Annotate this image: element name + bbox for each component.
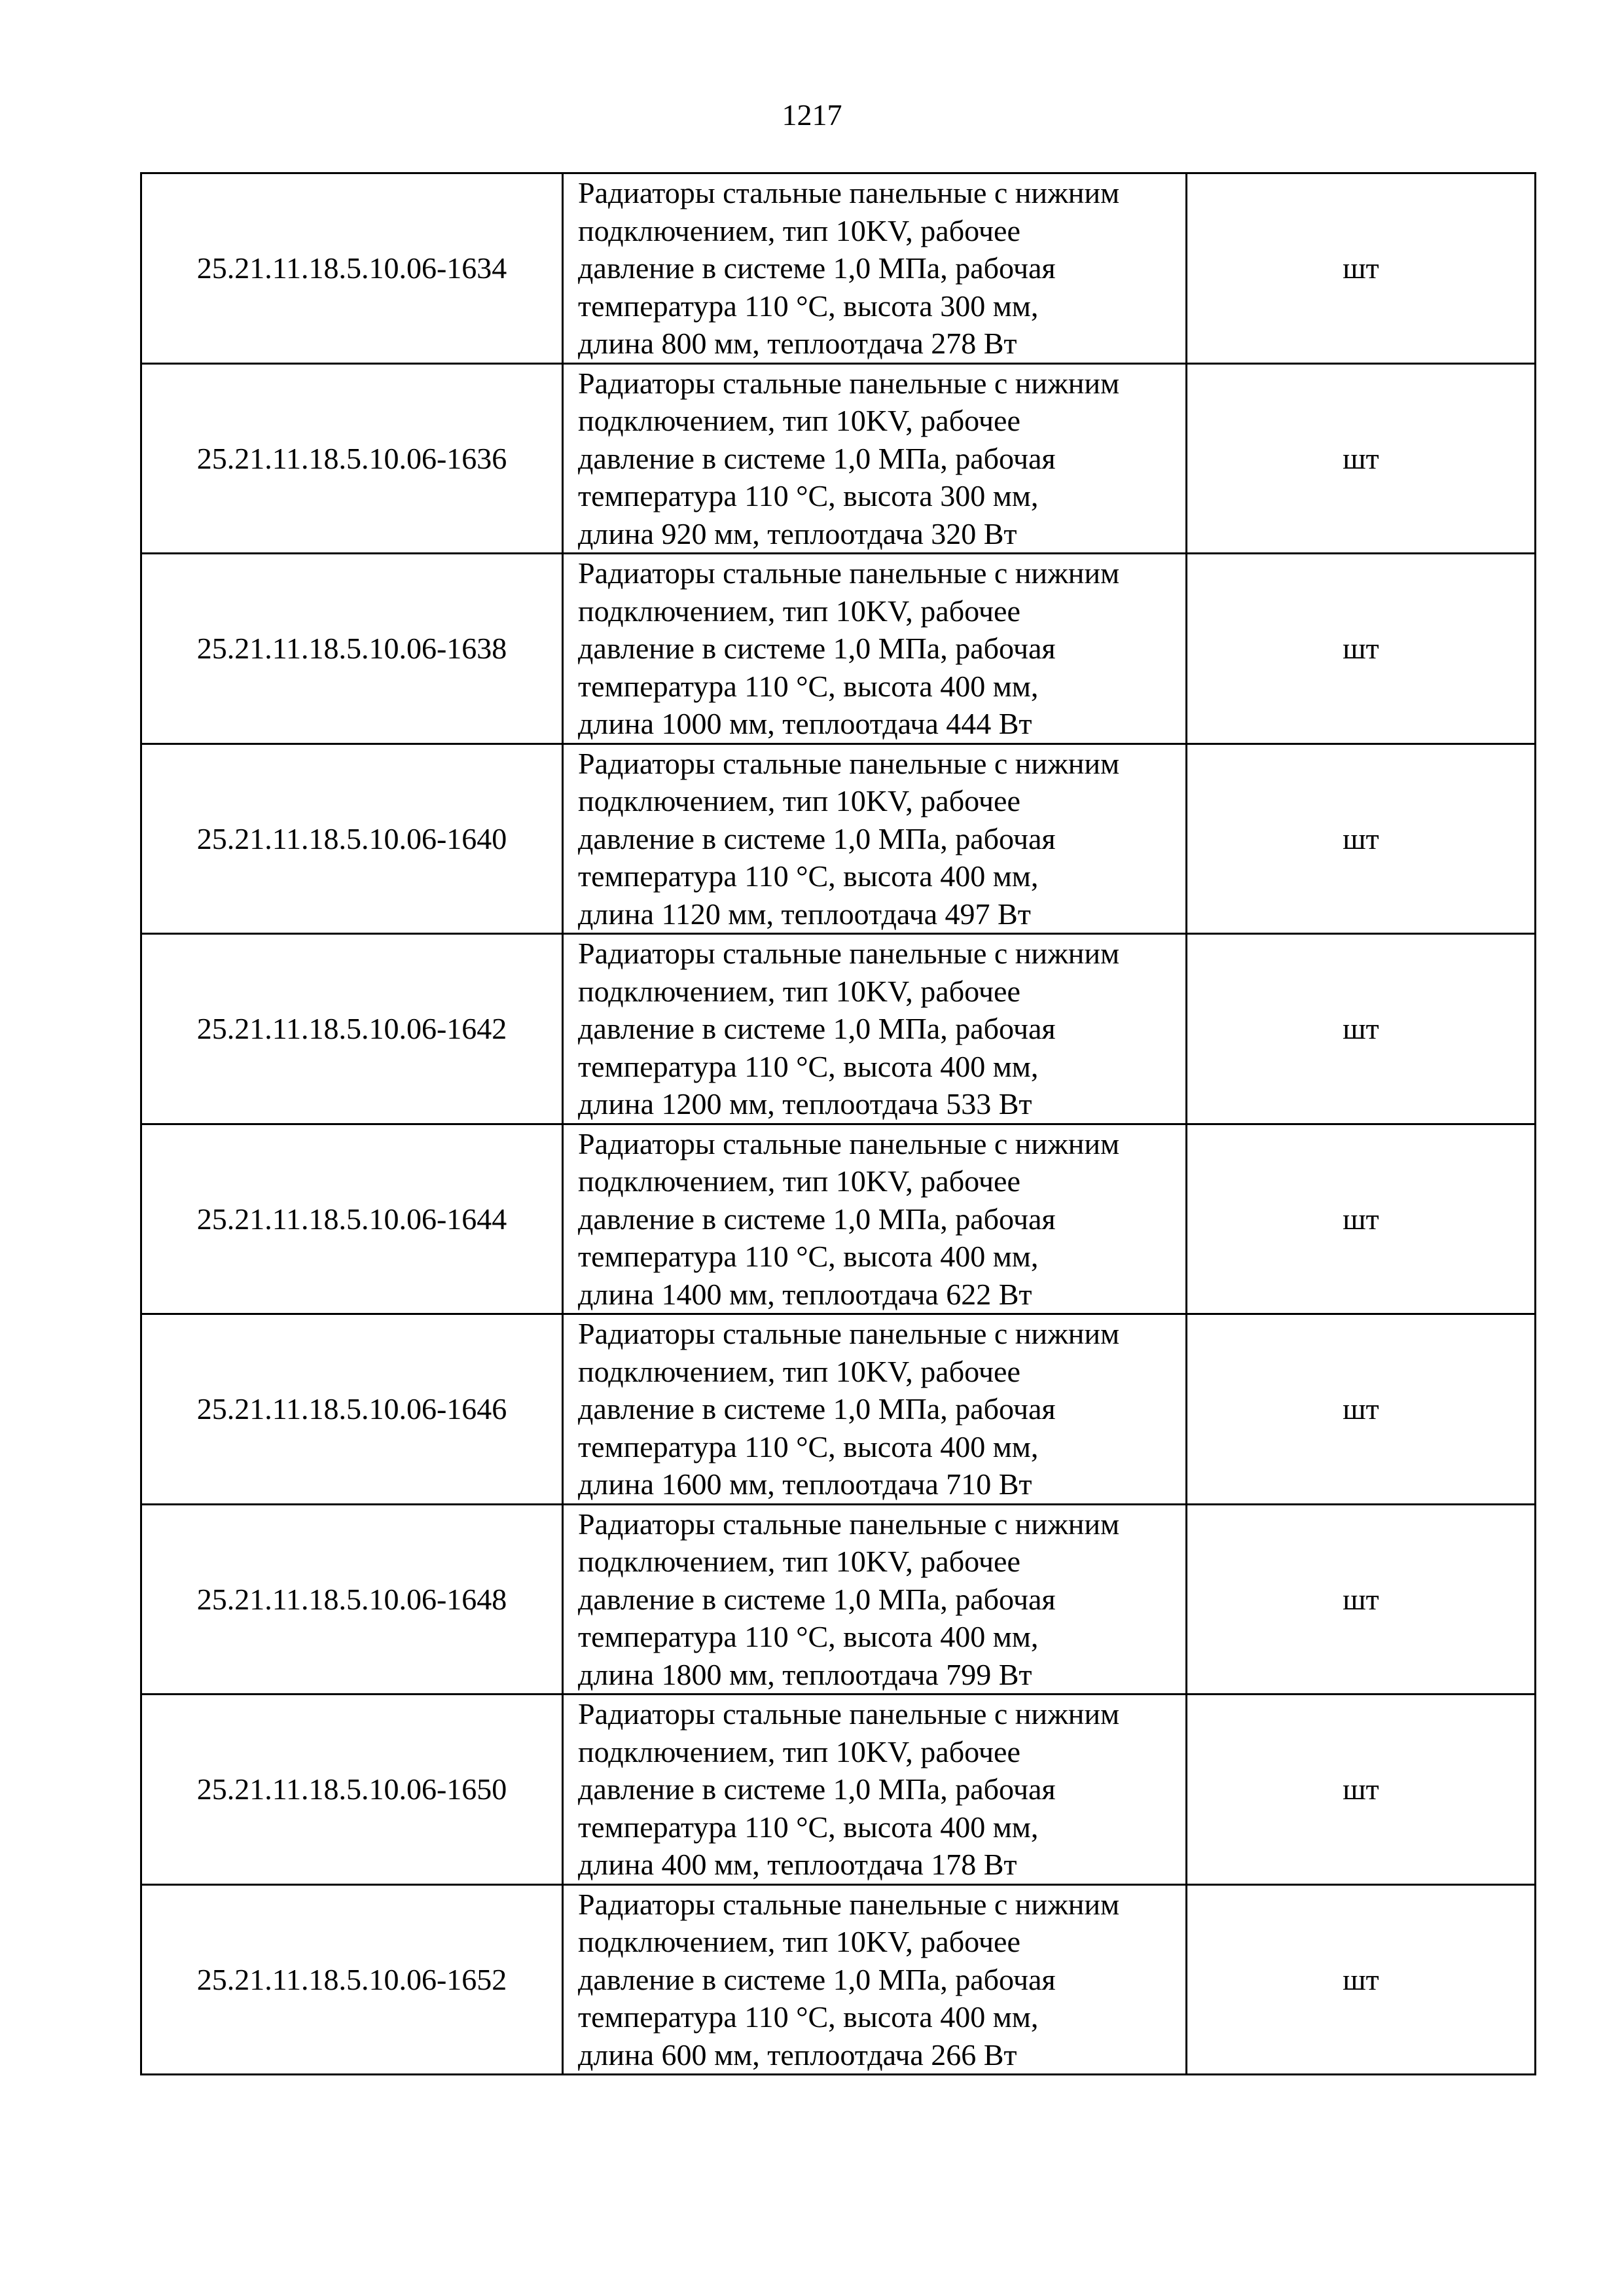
description-line: подключением, тип 10KV, рабочее: [578, 974, 1020, 1008]
description-line: длина 1000 мм, теплоотдача 444 Вт: [578, 707, 1032, 740]
item-unit: шт: [1187, 363, 1536, 554]
item-unit: шт: [1187, 1504, 1536, 1695]
page-number: 1217: [782, 98, 842, 132]
item-code: 25.21.11.18.5.10.06-1636: [141, 363, 563, 554]
description-line: давление в системе 1,0 МПа, рабочая: [578, 1202, 1056, 1236]
radiator-table-body: [141, 173, 1536, 2075]
table-row: [141, 934, 1536, 1124]
description-line: давление в системе 1,0 МПа, рабочая: [578, 1962, 1056, 1996]
description-line: Радиаторы стальные панельные с нижним: [578, 176, 1120, 209]
item-code: 25.21.11.18.5.10.06-1642: [141, 934, 563, 1124]
description-line: подключением, тип 10KV, рабочее: [578, 784, 1020, 817]
description-line: длина 800 мм, теплоотдача 278 Вт: [578, 327, 1017, 360]
description-line: длина 920 мм, теплоотдача 320 Вт: [578, 516, 1017, 550]
description-line: давление в системе 1,0 МПа, рабочая: [578, 821, 1056, 855]
description-line: температура 110 °С, высота 400 мм,: [578, 669, 1039, 703]
item-description: [563, 1314, 1187, 1505]
item-description: [563, 744, 1187, 934]
description-line: подключением, тип 10KV, рабочее: [578, 1164, 1020, 1198]
item-unit: шт: [1187, 554, 1536, 744]
item-description: [563, 1504, 1187, 1695]
description-line: Радиаторы стальные панельные с нижним: [578, 937, 1120, 970]
table-row: [141, 1314, 1536, 1505]
item-unit: шт: [1187, 744, 1536, 934]
description-line: температура 110 °С, высота 400 мм,: [578, 1429, 1039, 1463]
description-line: Радиаторы стальные панельные с нижним: [578, 1507, 1120, 1541]
description-line: давление в системе 1,0 МПа, рабочая: [578, 251, 1056, 285]
description-line: подключением, тип 10KV, рабочее: [578, 594, 1020, 628]
description-line: длина 1200 мм, теплоотдача 533 Вт: [578, 1087, 1032, 1121]
description-line: длина 1400 мм, теплоотдача 622 Вт: [578, 1277, 1032, 1311]
radiator-table: [140, 172, 1536, 2075]
item-code: 25.21.11.18.5.10.06-1648: [141, 1504, 563, 1695]
description-line: Радиаторы стальные панельные с нижним: [578, 1317, 1120, 1350]
description-line: температура 110 °С, высота 400 мм,: [578, 1620, 1039, 1653]
description-line: длина 1120 мм, теплоотдача 497 Вт: [578, 897, 1031, 931]
description-line: Радиаторы стальные панельные с нижним: [578, 1126, 1120, 1160]
description-line: длина 400 мм, теплоотдача 178 Вт: [578, 1848, 1017, 1881]
description-line: температура 110 °С, высота 400 мм,: [578, 1240, 1039, 1273]
table-row: [141, 1695, 1536, 1885]
description-line: Радиаторы стальные панельные с нижним: [578, 366, 1120, 400]
description-line: подключением, тип 10KV, рабочее: [578, 404, 1020, 437]
item-code: 25.21.11.18.5.10.06-1652: [141, 1884, 563, 2075]
item-unit: шт: [1187, 1314, 1536, 1505]
item-unit: шт: [1187, 1695, 1536, 1885]
description-line: давление в системе 1,0 МПа, рабочая: [578, 1582, 1056, 1616]
item-code: 25.21.11.18.5.10.06-1638: [141, 554, 563, 744]
item-unit: шт: [1187, 1124, 1536, 1314]
item-description: [563, 1695, 1187, 1885]
table-row: [141, 1124, 1536, 1314]
description-line: подключением, тип 10KV, рабочее: [578, 213, 1020, 247]
description-line: Радиаторы стальные панельные с нижним: [578, 1887, 1120, 1921]
description-line: давление в системе 1,0 МПа, рабочая: [578, 1012, 1056, 1045]
description-line: длина 1600 мм, теплоотдача 710 Вт: [578, 1467, 1032, 1501]
description-line: температура 110 °С, высота 400 мм,: [578, 1810, 1039, 1844]
table-row: [141, 363, 1536, 554]
item-unit: шт: [1187, 173, 1536, 364]
table-row: [141, 173, 1536, 364]
description-line: давление в системе 1,0 МПа, рабочая: [578, 441, 1056, 475]
item-description: [563, 1124, 1187, 1314]
table-row: [141, 1884, 1536, 2075]
item-description: [563, 1884, 1187, 2075]
description-line: Радиаторы стальные панельные с нижним: [578, 746, 1120, 780]
item-description: [563, 363, 1187, 554]
item-code: 25.21.11.18.5.10.06-1650: [141, 1695, 563, 1885]
description-line: температура 110 °С, высота 400 мм,: [578, 2000, 1039, 2034]
item-description: [563, 554, 1187, 744]
description-line: подключением, тип 10KV, рабочее: [578, 1925, 1020, 1958]
item-code: 25.21.11.18.5.10.06-1646: [141, 1314, 563, 1505]
description-line: давление в системе 1,0 МПа, рабочая: [578, 632, 1056, 665]
table-row: [141, 744, 1536, 934]
description-line: подключением, тип 10KV, рабочее: [578, 1734, 1020, 1768]
item-code: 25.21.11.18.5.10.06-1634: [141, 173, 563, 364]
table-row: [141, 1504, 1536, 1695]
description-line: температура 110 °С, высота 400 мм,: [578, 1049, 1039, 1083]
description-line: подключением, тип 10KV, рабочее: [578, 1354, 1020, 1388]
description-line: давление в системе 1,0 МПа, рабочая: [578, 1772, 1056, 1806]
description-line: Радиаторы стальные панельные с нижним: [578, 556, 1120, 590]
description-line: подключением, тип 10KV, рабочее: [578, 1545, 1020, 1578]
item-code: 25.21.11.18.5.10.06-1640: [141, 744, 563, 934]
item-code: 25.21.11.18.5.10.06-1644: [141, 1124, 563, 1314]
description-line: температура 110 °С, высота 300 мм,: [578, 289, 1039, 323]
description-line: Радиаторы стальные панельные с нижним: [578, 1697, 1120, 1731]
description-line: длина 1800 мм, теплоотдача 799 Вт: [578, 1657, 1032, 1691]
description-line: температура 110 °С, высота 400 мм,: [578, 859, 1039, 893]
item-description: [563, 934, 1187, 1124]
table-row: [141, 554, 1536, 744]
item-unit: шт: [1187, 1884, 1536, 2075]
description-line: температура 110 °С, высота 300 мм,: [578, 479, 1039, 512]
description-line: длина 600 мм, теплоотдача 266 Вт: [578, 2037, 1017, 2072]
item-description: [563, 173, 1187, 364]
description-line: давление в системе 1,0 МПа, рабочая: [578, 1392, 1056, 1426]
item-unit: шт: [1187, 934, 1536, 1124]
